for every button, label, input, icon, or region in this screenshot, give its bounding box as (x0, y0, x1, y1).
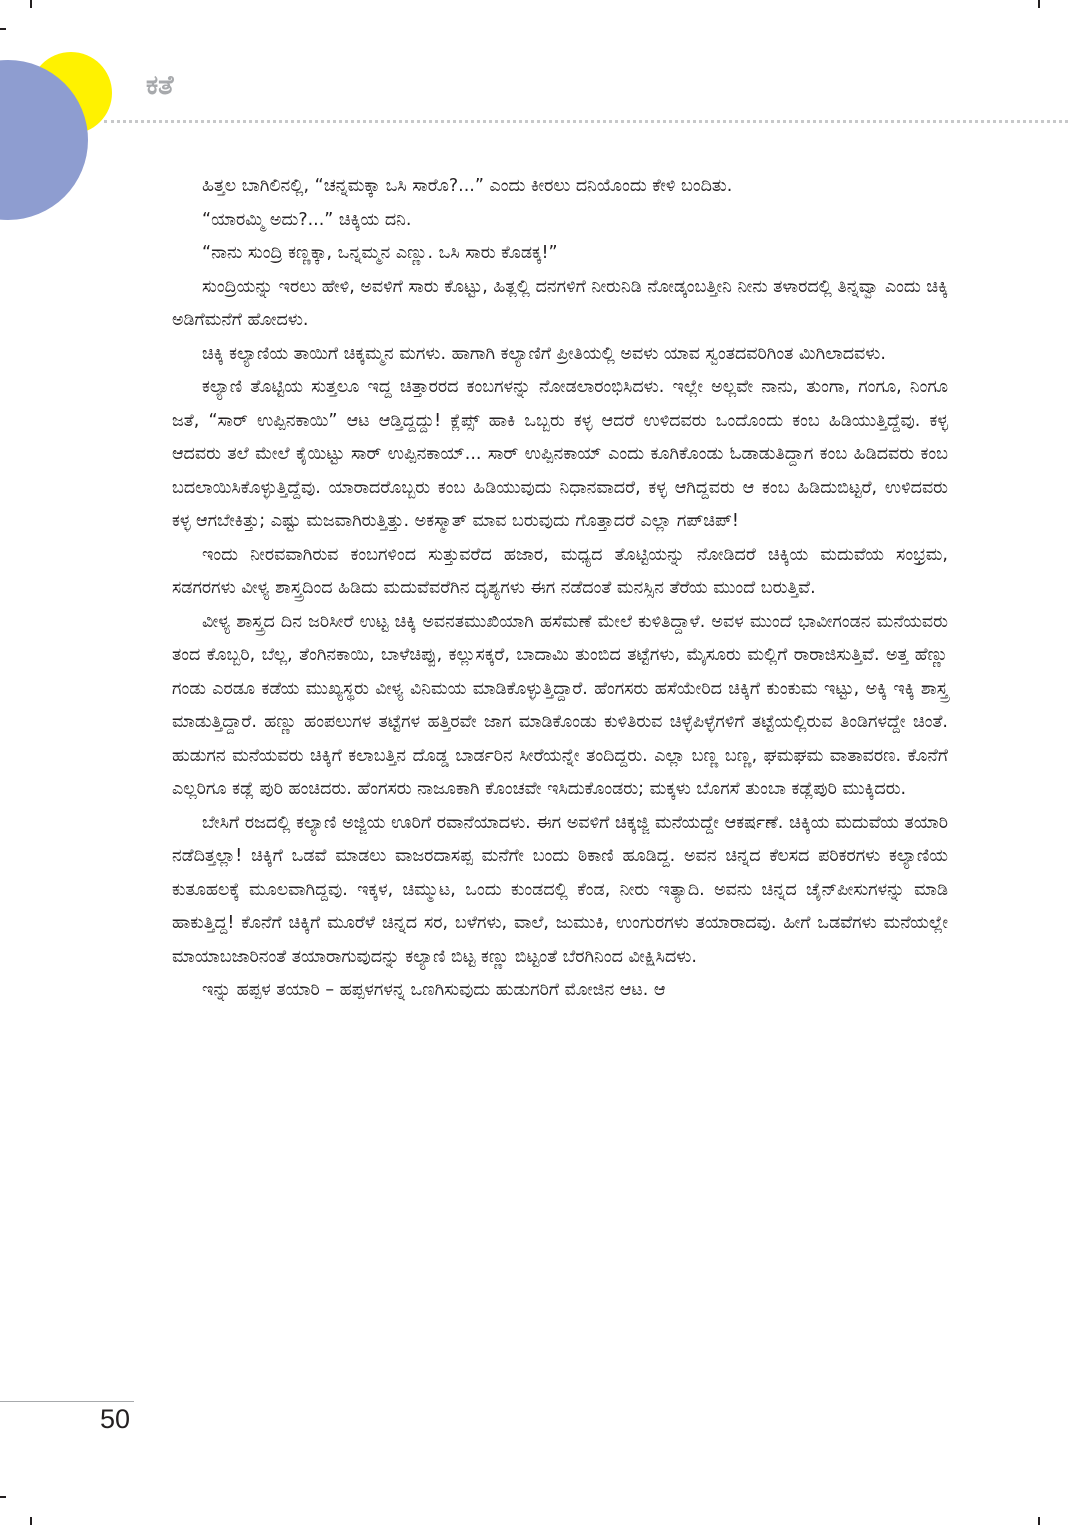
page-number: 50 (100, 1404, 131, 1434)
paragraph: “ಯಾರಮ್ಮಿ ಅದು?...” ಚಿಕ್ಕಿಯ ದನಿ. (202, 209, 412, 230)
crop-mark-bottom-left (30, 1517, 32, 1525)
paragraph: ಕಲ್ಯಾಣಿ ತೊಟ್ಟಿಯ ಸುತ್ತಲೂ ಇದ್ದ ಚಿತ್ತಾರರದ ಕಂಬಗಳನ್ನು ನೋಡಲಾರಂಭಿಸಿದಳು. ಇಲ್ಲೇ ಅಲ್ಲವೇ ನಾನು, ತುಂಗಾ, ಗಂಗೂ, ನಿಂಗೂ ಜತೆ, “ಸಾರ್ ಉಪ್ಪಿನಕಾಯಿ” ಆಟ ಆಡ್ತಿದ್ದದ್ದು! ಕ್ಲೆಪ್ಸ್ ಹಾಕಿ ಒಬ್ಬರು ಕಳ್ಳ ಆದರೆ ಉಳಿದವರು ಒಂದೊಂದು ಕಂಬ ಹಿಡಿಯುತ್ತಿದ್ದೆವು. ಕಳ್ಳ ಆದವರು ತಲೆ ಮೇಲೆ ಕೈಯಿಟ್ಟು ಸಾರ್ ಉಪ್ಪಿನಕಾಯ್... ಸಾರ್ ಉಪ್ಪಿನಕಾಯ್ ಎಂದು ಕೂಗಿಕೊಂಡು ಓಡಾಡುತಿದ್ದಾಗ ಕಂಬ ಹಿಡಿದವರು ಕಂಬ ಬದಲಾಯಿಸಿಕೊಳ್ಳುತ್ತಿದ್ದೆವು. ಯಾರಾದರೊಬ್ಬರು ಕಂಬ ಹಿಡಿಯುವುದು ನಿಧಾನವಾದರೆ, ಕಳ್ಳ ಆಗಿದ್ದವರು ಆ ಕಂಬ ಹಿಡಿದುಬಿಟ್ಟರೆ, ಉಳಿದವರು ಕಳ್ಳ ಆಗಬೇಕಿತ್ತು; ಎಷ್ಟು ಮಜವಾಗಿರುತ್ತಿತ್ತು. ಅಕಸ್ಮಾತ್ ಮಾವ ಬರುವುದು ಗೊತ್ತಾದರೆ ಎಲ್ಲಾ ಗಪ್‌ಚಿಪ್! (172, 377, 948, 531)
paragraph: ಬೇಸಿಗೆ ರಜದಲ್ಲಿ ಕಲ್ಯಾಣಿ ಅಜ್ಜಿಯ ಊರಿಗೆ ರವಾನೆಯಾದಳು. ಈಗ ಅವಳಿಗೆ ಚಿಕ್ಕಜ್ಜಿ ಮನೆಯದ್ದೇ ಆಕರ್ಷಣೆ. ಚಿಕ್ಕಿಯ ಮದುವೆಯ ತಯಾರಿ ನಡೆದಿತ್ತಲ್ಲಾ! ಚಿಕ್ಕಿಗೆ ಒಡವೆ ಮಾಡಲು ವಾಜರದಾಸಪ್ಪ ಮನೆಗೇ ಬಂದು ಠಿಕಾಣಿ ಹೂಡಿದ್ದ. ಅವನ ಚಿನ್ನದ ಕೆಲಸದ ಪರಿಕರಗಳು ಕಲ್ಯಾಣಿಯ ಕುತೂಹಲಕ್ಕೆ ಮೂಲವಾಗಿದ್ದವು. ಇಕ್ಕಳ, ಚಿಮ್ಮುಟ, ಒಂದು ಕುಂಡದಲ್ಲಿ ಕೆಂಡ, ನೀರು ಇತ್ಯಾದಿ. ಅವನು ಚಿನ್ನದ ಚೈನ್‌ಪೀಸುಗಳನ್ನು ಮಾಡಿ ಹಾಕುತ್ತಿದ್ದ! ಕೊನೆಗೆ ಚಿಕ್ಕಿಗೆ ಮೂರೆಳೆ ಚಿನ್ನದ ಸರ, ಬಳೆಗಳು, ವಾಲೆ, ಜುಮುಕಿ, ಉಂಗುರಗಳು ತಯಾರಾದವು. ಹೀಗೆ ಒಡವೆಗಳು ಮನೆಯಲ್ಲೇ ಮಾಯಾಬಜಾರಿನಂತೆ ತಯಾರಾಗುವುದನ್ನು ಕಲ್ಯಾಣಿ ಬಿಟ್ಟ ಕಣ್ಣು ಬಿಟ್ಟಂತೆ ಬೆರಗಿನಿಂದ ವೀಕ್ಷಿಸಿದಳು. (172, 812, 948, 967)
paragraph: ಸುಂದ್ರಿಯನ್ನು ಇರಲು ಹೇಳಿ, ಅವಳಿಗೆ ಸಾರು ಕೊಟ್ಟು, ಹಿತ್ಲಲ್ಲಿ ದನಗಳಿಗೆ ನೀರುನಿಡಿ ನೋಡ್ಕಂಬತ್ತೀನಿ ನೀನು ತಳಾರದಲ್ಲಿ ತಿನ್ನವ್ವಾ ಎಂದು ಚಿಕ್ಕಿ ಅಡಿಗೆಮನೆಗೆ ಹೋದಳು. (172, 276, 948, 330)
paragraph: “ನಾನು ಸುಂದ್ರಿ ಕಣ್ಣಕ್ಕಾ, ಒನ್ನಮ್ಮನ ಎಣ್ಣು. ಒಸಿ ಸಾರು ಕೊಡಕ್ಕ!” (202, 243, 558, 263)
crop-mark-top-left (30, 0, 32, 8)
crop-mark-left-upper (0, 28, 6, 30)
section-title: ಕತೆ (146, 70, 174, 101)
crop-mark-left-lower (0, 1496, 6, 1498)
paragraph: ಚಿಕ್ಕಿ ಕಲ್ಯಾಣಿಯ ತಾಯಿಗೆ ಚಿಕ್ಕಮ್ಮನ ಮಗಳು. ಹಾಗಾಗಿ ಕಲ್ಯಾಣಿಗೆ ಪ್ರೀತಿಯಲ್ಲಿ ಅವಳು ಯಾವ ಸ್ವಂತದವರಿಗಿಂತ ಮಿಗಿಲಾದವಳು. (202, 343, 886, 364)
crop-mark-bottom-right (1038, 1517, 1040, 1525)
story-body (172, 170, 948, 1008)
crop-mark-top-right (1038, 0, 1040, 8)
header-dotted-divider (104, 120, 1068, 123)
footer-divider (0, 1401, 134, 1402)
paragraph: ಹಿತ್ತಲ ಬಾಗಿಲಿನಲ್ಲಿ, “ಚನ್ನಮಕ್ಕಾ ಒಸಿ ಸಾರೊ?...” ಎಂದು ಕೀರಲು ದನಿಯೊಂದು ಕೇಳಿ ಬಂದಿತು. (202, 176, 733, 196)
paragraph: ಇನ್ನು ಹಪ್ಪಳ ತಯಾರಿ – ಹಪ್ಪಳಗಳನ್ನ ಒಣಗಿಸುವುದು ಹುಡುಗರಿಗೆ ಮೋಜಿನ ಆಟ. ಆ (202, 980, 666, 1000)
paragraph: ವೀಳ್ಯ ಶಾಸ್ತ್ರದ ದಿನ ಜರಿಸೀರೆ ಉಟ್ಟ ಚಿಕ್ಕಿ ಅವನತಮುಖಿಯಾಗಿ ಹಸೆಮಣೆ ಮೇಲೆ ಕುಳಿತಿದ್ದಾಳೆ. ಅವಳ ಮುಂದೆ ಭಾವೀಗಂಡನ ಮನೆಯವರು ತಂದ ಕೊಬ್ಬರಿ, ಬೆಲ್ಲ, ತೆಂಗಿನಕಾಯಿ, ಬಾಳೆಚಿಪ್ಪು, ಕಲ್ಲುಸಕ್ಕರೆ, ಬಾದಾಮಿ ತುಂಬಿದ ತಟ್ಟೆಗಳು, ಮೈಸೂರು ಮಲ್ಲಿಗೆ ರಾರಾಜಿಸುತ್ತಿವೆ. ಅತ್ತ ಹೆಣ್ಣು ಗಂಡು ಎರಡೂ ಕಡೆಯ ಮುಖ್ಯಸ್ಥರು ವೀಳ್ಯ ವಿನಿಮಯ ಮಾಡಿಕೊಳ್ಳುತ್ತಿದ್ದಾರೆ. ಹೆಂಗಸರು ಹಸೆಯೇರಿದ ಚಿಕ್ಕಿಗೆ ಕುಂಕುಮ ಇಟ್ಟು, ಅಕ್ಕಿ ಇಕ್ಕಿ ಶಾಸ್ತ್ರ ಮಾಡುತ್ತಿದ್ದಾರೆ. ಹಣ್ಣು ಹಂಪಲುಗಳ ತಟ್ಟೆಗಳ ಹತ್ತಿರವೇ ಜಾಗ ಮಾಡಿಕೊಂಡು ಕುಳಿತಿರುವ ಚಿಳ್ಳೆಪಿಳ್ಳೆಗಳಿಗೆ ತಟ್ಟೆಯಲ್ಲಿರುವ ತಿಂಡಿಗಳದ್ದೇ ಚಿಂತೆ. ಹುಡುಗನ ಮನೆಯವರು ಚಿಕ್ಕಿಗೆ ಕಲಾಬತ್ತಿನ ದೊಡ್ಡ ಬಾರ್ಡರಿನ ಸೀರೆಯನ್ನೇ ತಂದಿದ್ದರು. ಎಲ್ಲಾ ಬಣ್ಣ ಬಣ್ಣ, ಘಮಘಮ ವಾತಾವರಣ. ಕೊನೆಗೆ ಎಲ್ಲರಿಗೂ ಕಡ್ಲೆ ಪುರಿ ಹಂಚಿದರು. ಹೆಂಗಸರು ನಾಜೂಕಾಗಿ ಕೊಂಚವೇ ಇಸಿದುಕೊಂಡರು; ಮಕ್ಕಳು ಬೊಗಸೆ ತುಂಬಾ ಕಡ್ಲೆಪುರಿ ಮುಕ್ಕಿದರು. (172, 611, 948, 799)
paragraph: ಇಂದು ನೀರವವಾಗಿರುವ ಕಂಬಗಳಿಂದ ಸುತ್ತುವರೆದ ಹಜಾರ, ಮಧ್ಯದ ತೊಟ್ಟಿಯನ್ನು ನೋಡಿದರೆ ಚಿಕ್ಕಿಯ ಮದುವೆಯ ಸಂಭ್ರಮ, ಸಡಗರಗಳು ವೀಳ್ಯ ಶಾಸ್ತ್ರದಿಂದ ಹಿಡಿದು ಮದುವೆವರೆಗಿನ ದೃಶ್ಯಗಳು ಈಗ ನಡೆದಂತೆ ಮನಸ್ಸಿನ ತೆರೆಯ ಮುಂದೆ ಬರುತ್ತಿವೆ. (172, 544, 948, 598)
